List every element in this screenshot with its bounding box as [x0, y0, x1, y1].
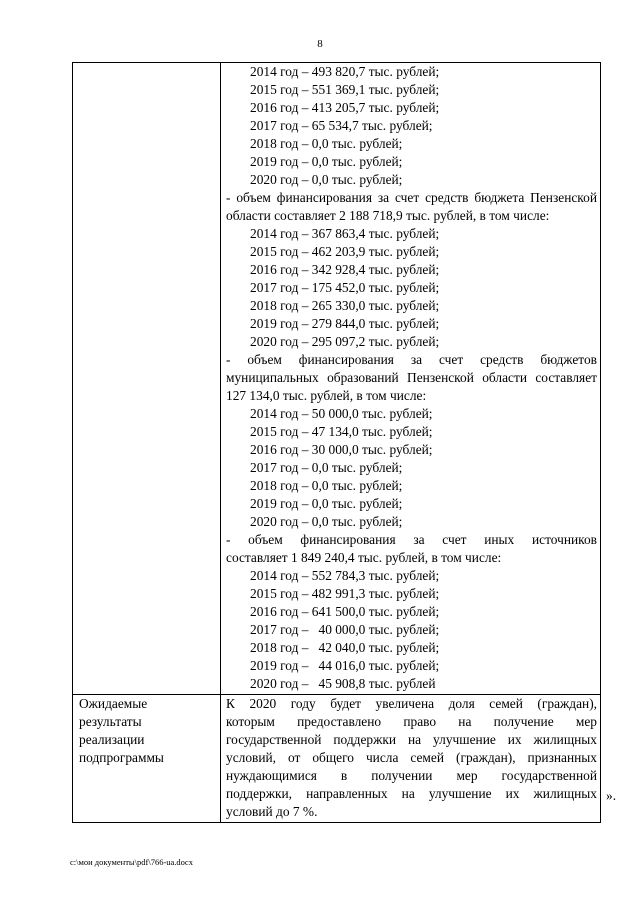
results-row [73, 695, 601, 823]
year-line: 2017 год – 65 534,7 тыс. рублей; [250, 118, 433, 133]
year-line: 2015 год – 482 991,3 тыс. рублей; [250, 586, 440, 601]
year-line: 2015 год – 47 134,0 тыс. рублей; [250, 424, 433, 439]
results-text-line: К 2020 году будет увеличена доля семей (граждан), [226, 696, 597, 711]
funding-paragraph-line: муниципальных образований Пензенской области составляет [226, 370, 597, 385]
year-line: 2020 год – 295 097,2 тыс. рублей; [250, 334, 440, 349]
funding-paragraph-line: области составляет 2 188 718,9 тыс. рублей, в том числе: [226, 208, 550, 223]
financing-row [73, 63, 601, 695]
results-label-line: реализации [79, 732, 145, 747]
funding-paragraph-line: - объем финансирования за счет иных источников [226, 532, 597, 547]
results-text-line: нуждающимися в получении мер государственной [226, 768, 597, 783]
year-line: 2016 год – 641 500,0 тыс. рублей; [250, 604, 440, 619]
year-line: 2014 год – 552 784,3 тыс. рублей; [250, 568, 440, 583]
year-line: 2018 год – 0,0 тыс. рублей; [250, 136, 403, 151]
results-text-line: условий до 7 %. [226, 804, 318, 819]
results-text-cell [221, 695, 601, 823]
year-line: 2016 год – 30 000,0 тыс. рублей; [250, 442, 433, 457]
results-label-line: Ожидаемые [79, 696, 148, 711]
page-number: 8 [317, 38, 323, 50]
closing-quote: ». [606, 788, 617, 803]
year-line: 2020 год – 0,0 тыс. рублей; [250, 172, 403, 187]
financing-content-cell [221, 63, 601, 695]
financing-label-cell [73, 63, 221, 695]
year-line: 2015 год – 462 203,9 тыс. рублей; [250, 244, 440, 259]
year-line: 2020 год – 45 908,8 тыс. рублей [250, 676, 436, 691]
file-path-footer: c:\мои документы\pdf\766-ua.docx [70, 857, 193, 867]
year-line: 2019 год – 44 016,0 тыс. рублей; [250, 658, 440, 673]
year-line: 2017 год – 40 000,0 тыс. рублей; [250, 622, 440, 637]
funding-paragraph-line: составляет 1 849 240,4 тыс. рублей, в том числе: [226, 550, 502, 565]
year-line: 2014 год – 367 863,4 тыс. рублей; [250, 226, 440, 241]
results-label-cell [73, 695, 221, 823]
year-line: 2019 год – 0,0 тыс. рублей; [250, 496, 403, 511]
year-line: 2017 год – 175 452,0 тыс. рублей; [250, 280, 440, 295]
year-line: 2015 год – 551 369,1 тыс. рублей; [250, 82, 440, 97]
results-text-line: условий, от общего числа семей (граждан), признанных [226, 750, 597, 765]
year-line: 2017 год – 0,0 тыс. рублей; [250, 460, 403, 475]
results-text-line: поддержки, направленных на улучшение их жилищных [226, 786, 597, 801]
year-line: 2018 год – 0,0 тыс. рублей; [250, 478, 403, 493]
results-label-line: результаты [79, 714, 142, 729]
year-line: 2020 год – 0,0 тыс. рублей; [250, 514, 403, 529]
year-line: 2014 год – 50 000,0 тыс. рублей; [250, 406, 433, 421]
year-line: 2014 год – 493 820,7 тыс. рублей; [250, 64, 440, 79]
results-label-line: подпрограммы [79, 750, 164, 765]
funding-paragraph-line: 127 134,0 тыс. рублей, в том числе: [226, 388, 427, 403]
funding-paragraph-line: - объем финансирования за счет средств бюджетов [226, 352, 597, 367]
year-line: 2019 год – 0,0 тыс. рублей; [250, 154, 403, 169]
year-line: 2016 год – 342 928,4 тыс. рублей; [250, 262, 440, 277]
results-text-line: которым предоставлено право на получение мер [226, 714, 597, 729]
year-line: 2016 год – 413 205,7 тыс. рублей; [250, 100, 440, 115]
year-line: 2018 год – 265 330,0 тыс. рублей; [250, 298, 440, 313]
year-line: 2019 год – 279 844,0 тыс. рублей; [250, 316, 440, 331]
funding-paragraph-line: - объем финансирования за счет средств бюджета Пензенской [226, 190, 597, 205]
results-text-line: государственной поддержки на улучшение их жилищных [226, 732, 597, 747]
year-line: 2018 год – 42 040,0 тыс. рублей; [250, 640, 440, 655]
program-table [72, 62, 601, 823]
